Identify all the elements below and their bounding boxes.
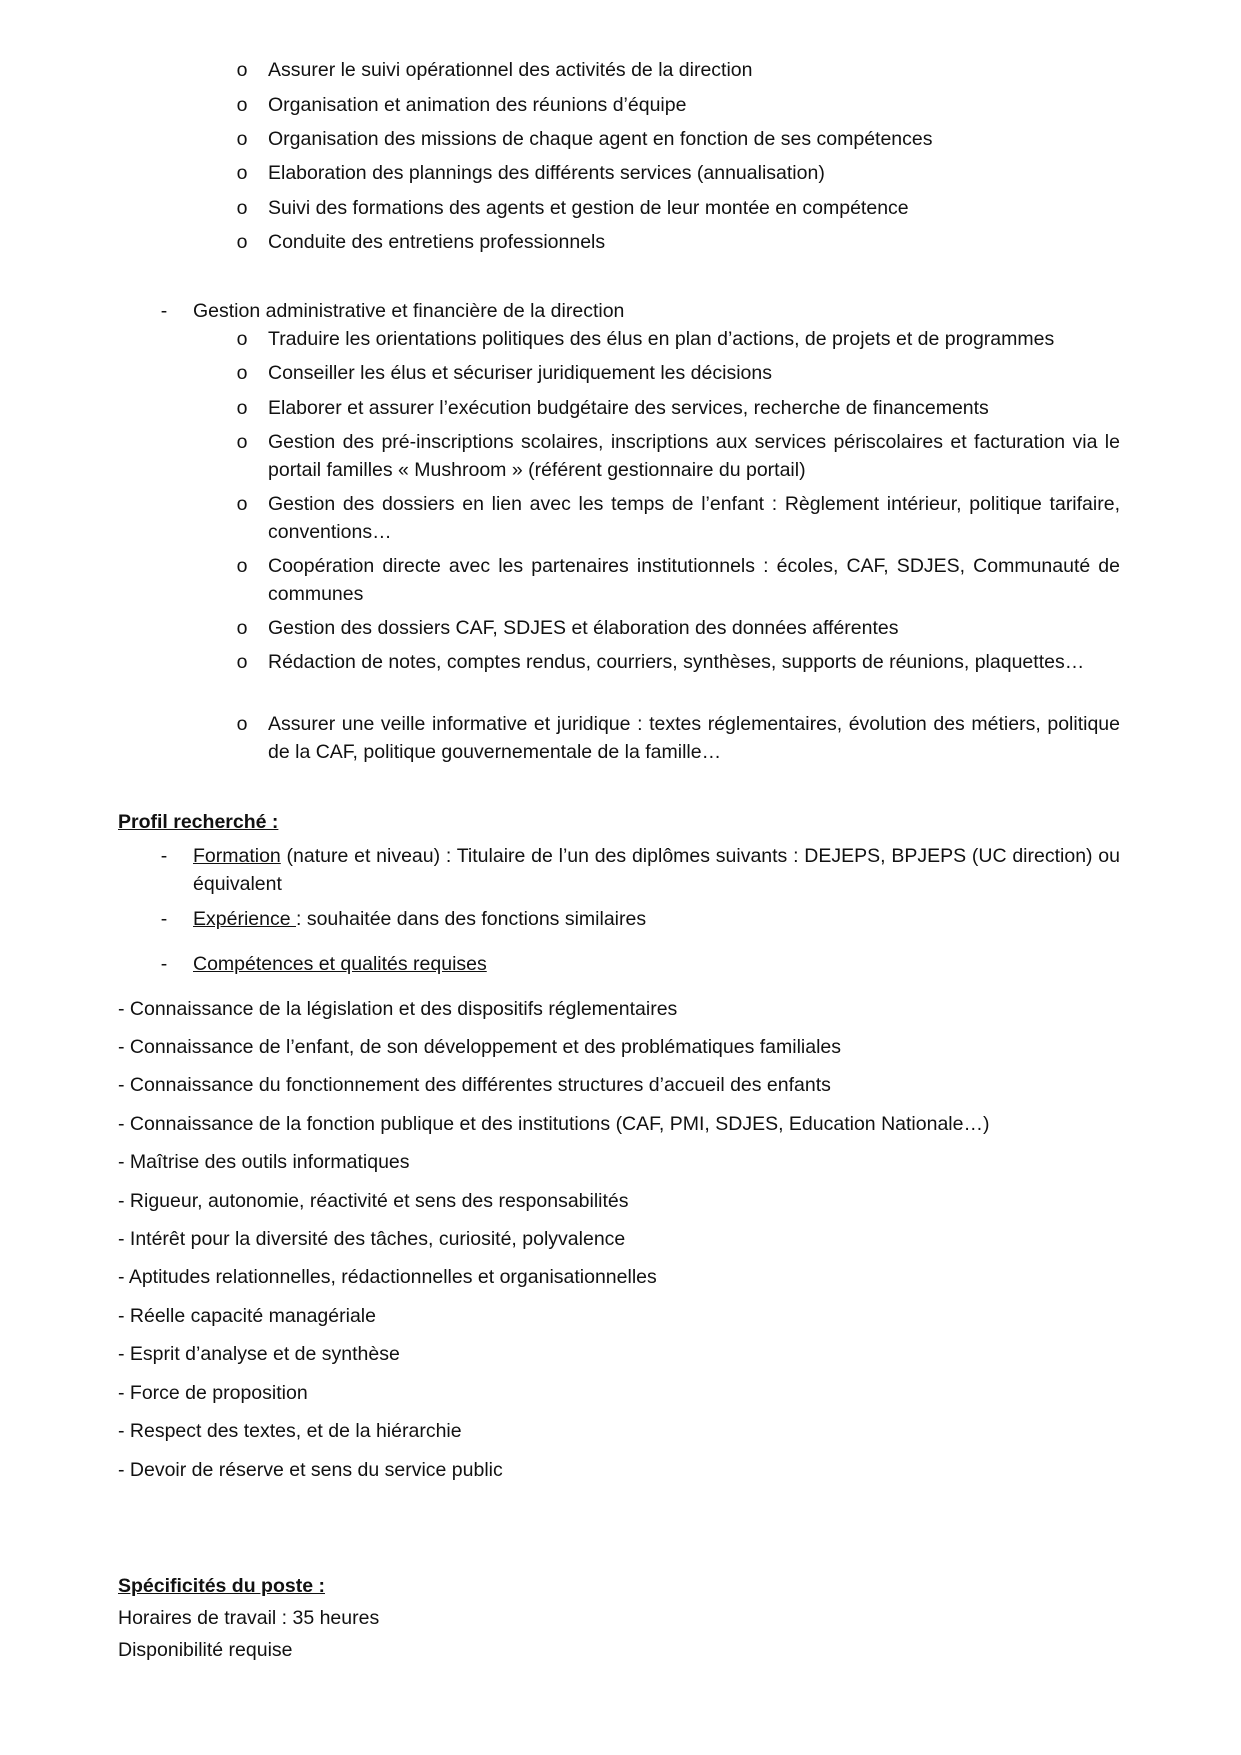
circle-bullet-icon: o <box>236 231 248 253</box>
list-item: Conduite des entretiens professionnels <box>268 231 606 253</box>
dash-bullet-icon: - <box>160 300 168 322</box>
list-item: Assurer une veille informative et juridique : textes réglementaires, évolution des métiers, politique de la CAF, politique gouvernementale de la famille… <box>268 713 1120 763</box>
list-item: Gestion des dossiers CAF, SDJES et élaboration des données afférentes <box>268 617 899 639</box>
list-item: - Connaissance de la législation et des dispositifs réglementaires <box>118 998 678 1020</box>
list-item: Suivi des formations des agents et gestion de leur montée en compétence <box>268 197 909 219</box>
competences-label: Compétences et qualités requises <box>193 953 487 975</box>
list-item: Gestion des dossiers en lien avec les temps de l’enfant : Règlement intérieur, politique tarifaire, conventions… <box>268 493 1120 543</box>
list-item: Elaboration des plannings des différents services (annualisation) <box>268 162 825 184</box>
circle-bullet-icon: o <box>236 651 248 673</box>
dash-bullet-icon: - <box>160 908 168 930</box>
list-item: Elaborer et assurer l’exécution budgétaire des services, recherche de financements <box>268 397 989 419</box>
list-item: - Aptitudes relationnelles, rédactionnelles et organisationnelles <box>118 1266 657 1288</box>
list-item: Organisation des missions de chaque agent en fonction de ses compétences <box>268 128 933 150</box>
list-item: - Réelle capacité managériale <box>118 1305 376 1327</box>
list-item: - Devoir de réserve et sens du service public <box>118 1459 503 1481</box>
list-item: Traduire les orientations politiques des élus en plan d’actions, de projets et de programmes <box>268 328 1055 350</box>
gestion-title: Gestion administrative et financière de la direction <box>193 300 625 322</box>
list-item: - Intérêt pour la diversité des tâches, curiosité, polyvalence <box>118 1228 626 1250</box>
circle-bullet-icon: o <box>236 328 248 350</box>
list-item: Assurer le suivi opérationnel des activités de la direction <box>268 59 753 81</box>
list-item: - Esprit d’analyse et de synthèse <box>118 1343 400 1365</box>
list-item: - Connaissance du fonctionnement des différentes structures d’accueil des enfants <box>118 1074 831 1096</box>
specificites-heading: Spécificités du poste : <box>118 1575 325 1597</box>
horaires-text: Horaires de travail : 35 heures <box>118 1607 380 1629</box>
circle-bullet-icon: o <box>236 362 248 384</box>
circle-bullet-icon: o <box>236 713 248 735</box>
list-item: - Maîtrise des outils informatiques <box>118 1151 410 1173</box>
dash-bullet-icon: - <box>160 845 168 867</box>
circle-bullet-icon: o <box>236 493 248 515</box>
dash-bullet-icon: - <box>160 953 168 975</box>
circle-bullet-icon: o <box>236 59 248 81</box>
formation-item <box>193 842 1120 898</box>
formation-label: Formation <box>193 845 281 867</box>
circle-bullet-icon: o <box>236 617 248 639</box>
circle-bullet-icon: o <box>236 397 248 419</box>
list-item: - Connaissance de l’enfant, de son développement et des problématiques familiales <box>118 1036 842 1058</box>
disponibilite-text: Disponibilité requise <box>118 1639 293 1661</box>
circle-bullet-icon: o <box>236 128 248 150</box>
list-item: - Connaissance de la fonction publique et des institutions (CAF, PMI, SDJES, Education Nationale…) <box>118 1113 990 1135</box>
circle-bullet-icon: o <box>236 555 248 577</box>
circle-bullet-icon: o <box>236 94 248 116</box>
list-item: Coopération directe avec les partenaires institutionnels : écoles, CAF, SDJES, Communauté de communes <box>268 555 1120 605</box>
experience-label: Expérience <box>193 908 296 930</box>
list-item: - Respect des textes, et de la hiérarchie <box>118 1420 462 1442</box>
list-item: Gestion des pré-inscriptions scolaires, inscriptions aux services périscolaires et facturation via le portail familles « Mushroom » (référent gestionnaire du portail) <box>268 431 1120 481</box>
circle-bullet-icon: o <box>236 162 248 184</box>
experience-item <box>193 905 646 933</box>
list-item: - Rigueur, autonomie, réactivité et sens des responsabilités <box>118 1190 629 1212</box>
formation-text: (nature et niveau) : Titulaire de l’un des diplômes suivants : DEJEPS, BPJEPS (UC direction) ou équivalent <box>193 845 1120 895</box>
experience-text: : souhaitée dans des fonctions similaires <box>295 908 647 930</box>
list-item: - Force de proposition <box>118 1382 308 1404</box>
list-item: Conseiller les élus et sécuriser juridiquement les décisions <box>268 362 772 384</box>
circle-bullet-icon: o <box>236 197 248 219</box>
list-item: Organisation et animation des réunions d’équipe <box>268 94 687 116</box>
list-item: Rédaction de notes, comptes rendus, courriers, synthèses, supports de réunions, plaquettes… <box>268 651 1085 673</box>
profil-heading: Profil recherché : <box>118 811 279 833</box>
circle-bullet-icon: o <box>236 431 248 453</box>
